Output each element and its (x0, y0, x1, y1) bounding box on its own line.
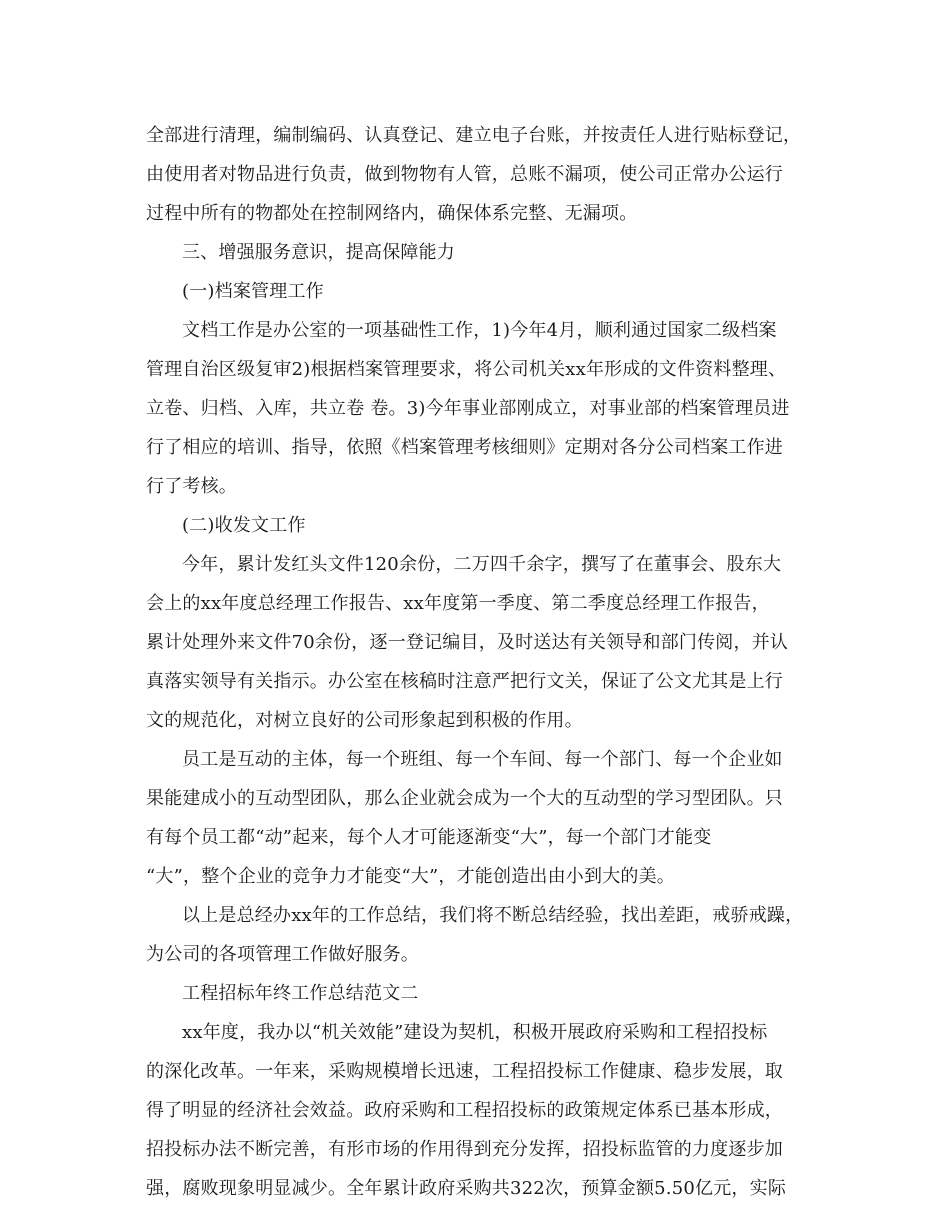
text-line: 行了考核。 (146, 476, 237, 497)
text-line: 强，腐败现象明显减少。全年累计政府采购共322次，预算金额5.50亿元，实际 (146, 1178, 787, 1199)
text-line: 立卷、归档、入库，共立卷 卷。3)今年事业部刚成立，对事业部的档案管理员进 (146, 398, 790, 419)
text-line: 有每个员工都“动”起来，每个人才可能逐渐变“大”，每一个部门才能变 (146, 827, 712, 848)
text-line: 累计处理外来文件70余份，逐一登记编目，及时送达有关领导和部门传阅，并认 (146, 632, 789, 653)
text-line: 管理自治区级复审2)根据档案管理要求，将公司机关xx年形成的文件资料整理、 (146, 359, 787, 380)
text-line: 工程招标年终工作总结范文二 (182, 983, 419, 1004)
text-line: 为公司的各项管理工作做好服务。 (146, 944, 419, 965)
text-line: 以上是总经办xx年的工作总结，我们将不断总结经验，找出差距，戒骄戒躁， (182, 905, 804, 926)
text-line: 由使用者对物品进行负责，做到物物有人管，总账不漏项，使公司正常办公运行 (146, 164, 783, 185)
text-line: (一)档案管理工作 (182, 281, 324, 302)
text-line: “大”，整个企业的竞争力才能变“大”，才能创造出由小到大的美。 (146, 866, 676, 887)
text-line: 员工是互动的主体，每一个班组、每一个车间、每一个部门、每一个企业如 (182, 749, 783, 770)
text-line: 的深化改革。一年来，采购规模增长迅速，工程招投标工作健康、稳步发展，取 (146, 1061, 783, 1082)
document-body (146, 116, 826, 1208)
text-line: xx年度，我办以“机关效能”建设为契机，积极开展政府采购和工程招投标 (182, 1022, 768, 1043)
text-line: 今年，累计发红头文件120余份，二万四千余字，撰写了在董事会、股东大 (182, 554, 782, 575)
text-line: 文的规范化，对树立良好的公司形象起到积极的作用。 (146, 710, 583, 731)
text-line: 全部进行清理，编制编码、认真登记、建立电子台账，并按责任人进行贴标登记， (146, 125, 802, 146)
text-line: 三、增强服务意识，提高保障能力 (182, 242, 455, 263)
text-line: 得了明显的经济社会效益。政府采购和工程招投标的政策规定体系已基本形成， (146, 1100, 783, 1121)
text-line: 招投标办法不断完善，有形市场的作用得到充分发挥，招投标监管的力度逐步加 (146, 1139, 783, 1160)
text-line: 会上的xx年度总经理工作报告、xx年度第一季度、第二季度总经理工作报告， (146, 593, 770, 614)
text-line: 真落实领导有关指示。办公室在核稿时注意严把行文关，保证了公文尤其是上行 (146, 671, 783, 692)
text-line: 过程中所有的物都处在控制网络内，确保体系完整、无漏项。 (146, 203, 638, 224)
text-line: 果能建成小的互动型团队，那么企业就会成为一个大的互动型的学习型团队。只 (146, 788, 783, 809)
text-line: 文档工作是办公室的一项基础性工作，1)今年4月，顺利通过国家二级档案 (182, 320, 777, 341)
text-line: (二)收发文工作 (182, 515, 306, 536)
text-line: 行了相应的培训、指导，依照《档案管理考核细则》定期对各分公司档案工作进 (146, 437, 783, 458)
